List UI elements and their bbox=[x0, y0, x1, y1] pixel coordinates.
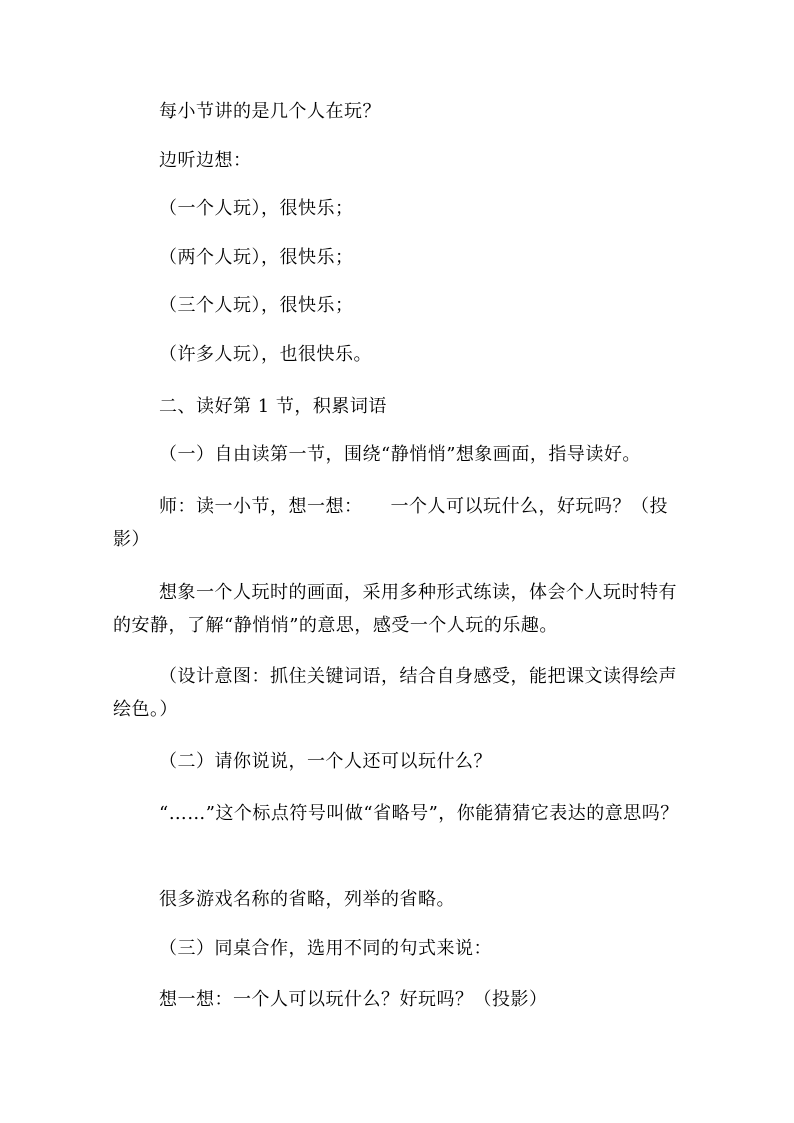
paragraph-three-people: （三个人玩），很快乐； bbox=[159, 295, 354, 316]
paragraph-many-people: （许多人玩），也很快乐。 bbox=[159, 344, 372, 365]
paragraph-omission: 很多游戏名称的省略，列举的省略。 bbox=[159, 889, 455, 910]
paragraph-think-again: 想一想：一个人可以玩什么？好玩吗？（投影） bbox=[159, 989, 548, 1010]
section-heading: 二、读好第 1 节，积累词语 bbox=[159, 396, 387, 417]
paragraph-step-two: （二）请你说说，一个人还可以玩什么？ bbox=[159, 751, 492, 772]
paragraph-question: 每小节讲的是几个人在玩？ bbox=[159, 101, 381, 122]
paragraph-one-person: （一个人玩），很快乐； bbox=[159, 198, 354, 219]
paragraph-teacher: 师：读一小节，想一想： 一个人可以玩什么，好玩吗？（投影） bbox=[113, 496, 668, 550]
paragraph-listen-think: 边听边想： bbox=[159, 150, 252, 171]
paragraph-step-three: （三）同桌合作，选用不同的句式来说： bbox=[159, 938, 492, 959]
paragraph-imagine: 想象一个人玩时的画面，采用多种形式练读，体会个人玩时特有的安静，了解“静悄悄”的意思，感受一个人玩的乐趣。 bbox=[113, 582, 677, 636]
paragraph-ellipsis: “……”这个标点符号叫做“省略号”，你能猜猜它表达的意思吗？ bbox=[159, 803, 679, 824]
paragraph-step-one: （一）自由读第一节，围绕“静悄悄”想象画面，指导读好。 bbox=[159, 444, 641, 465]
paragraph-two-people: （两个人玩），很快乐； bbox=[159, 247, 354, 268]
paragraph-design-intent: （设计意图：抓住关键词语，结合自身感受，能把课文读得绘声绘色。） bbox=[113, 666, 677, 720]
